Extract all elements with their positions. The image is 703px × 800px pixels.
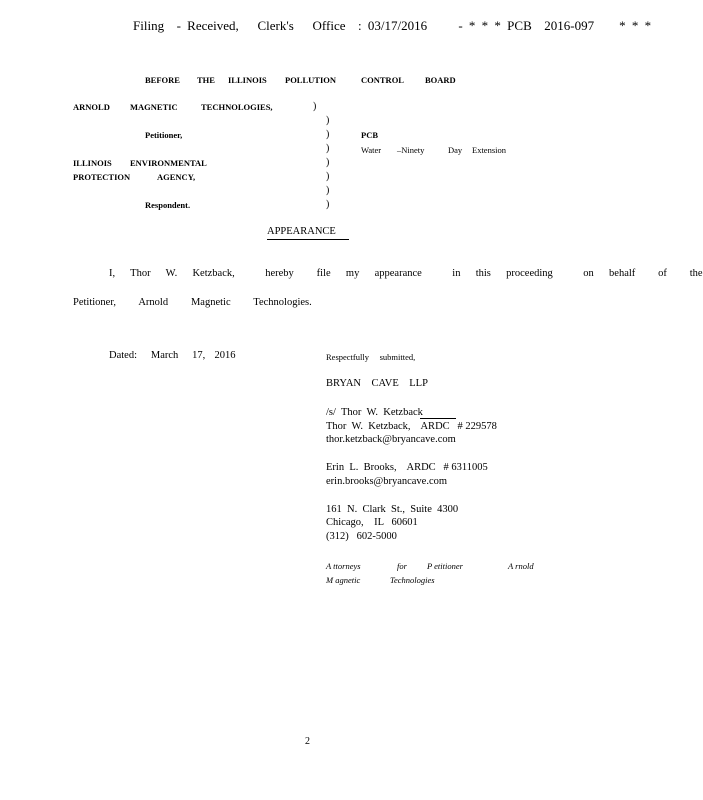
petitioner-name-word: MAGNETIC xyxy=(130,102,178,112)
signature-underline xyxy=(420,418,456,419)
case-type-word: Day xyxy=(448,145,463,155)
closing-phrase: Respectfully submitted, xyxy=(326,352,416,362)
respondent-name-word: ILLINOIS xyxy=(73,158,112,168)
attorney-2-name-ardc: Erin L. Brooks, ARDC # 6311005 xyxy=(326,462,488,473)
attorneys-for-word: M agnetic xyxy=(326,575,361,585)
attorneys-for-word: A rnold xyxy=(508,561,534,571)
petitioner-role: Petitioner, xyxy=(145,130,183,140)
address-line-1: 161 N. Clark St., Suite 4300 xyxy=(326,504,459,515)
petitioner-name-word: ARNOLD xyxy=(73,102,110,112)
page-number: 2 xyxy=(305,736,310,747)
caption-paren: ) xyxy=(326,157,330,168)
respondent-role: Respondent. xyxy=(145,200,191,210)
caption-board-word: POLLUTION xyxy=(285,75,337,85)
attorneys-for-word: for xyxy=(397,561,407,571)
appearance-body-line1: I, Thor W. Ketzback, hereby file my appearance in this proceeding on behalf of the xyxy=(109,268,703,279)
electronic-signature: /s/ Thor W. Ketzback xyxy=(326,407,423,418)
address-line-2: Chicago, IL 60601 xyxy=(326,517,418,528)
phone-number: (312) 602-5000 xyxy=(326,531,397,542)
attorneys-for-word: A ttorneys xyxy=(326,561,361,571)
caption-board-word: THE xyxy=(197,75,215,85)
attorneys-for-word: P etitioner xyxy=(427,561,463,571)
attorney-name-ardc: Thor W. Ketzback, ARDC # 229578 xyxy=(326,421,497,432)
title-underline xyxy=(267,239,349,240)
appearance-body-line2: Petitioner, Arnold Magnetic Technologies. xyxy=(73,297,312,308)
filing-stamp-header: Filing - Received, Clerk's Office : 03/17/2016 - * * * PCB 2016-097 * * * xyxy=(133,18,652,33)
case-number-label: PCB xyxy=(361,130,378,140)
caption-board-word: CONTROL xyxy=(361,75,404,85)
attorney-email-link[interactable]: thor.ketzback@bryancave.com xyxy=(326,434,456,445)
caption-board-word: BEFORE xyxy=(145,75,180,85)
caption-paren: ) xyxy=(326,115,330,126)
caption-board-word: BOARD xyxy=(425,75,456,85)
petitioner-name-word: TECHNOLOGIES, xyxy=(201,102,273,112)
attorney-2-email-link[interactable]: erin.brooks@bryancave.com xyxy=(326,476,448,487)
case-type-word: Extension xyxy=(472,145,506,155)
respondent-name-word: AGENCY, xyxy=(157,172,196,182)
law-firm-name: BRYAN CAVE LLP xyxy=(326,378,428,389)
respondent-name-word: PROTECTION xyxy=(73,172,131,182)
respondent-name-word: ENVIRONMENTAL xyxy=(130,158,207,168)
caption-paren: ) xyxy=(326,185,330,196)
caption-paren: ) xyxy=(326,143,330,154)
dated-line: Dated: March 17, 2016 xyxy=(109,350,236,361)
caption-paren: ) xyxy=(313,101,317,112)
case-type-word: –Ninety xyxy=(397,145,425,155)
caption-paren: ) xyxy=(326,129,330,140)
caption-board-word: ILLINOIS xyxy=(228,75,267,85)
caption-paren: ) xyxy=(326,171,330,182)
attorneys-for-word: Technologies xyxy=(390,575,435,585)
case-type-word: Water xyxy=(361,145,382,155)
document-title: APPEARANCE xyxy=(267,226,336,237)
caption-paren: ) xyxy=(326,199,330,210)
